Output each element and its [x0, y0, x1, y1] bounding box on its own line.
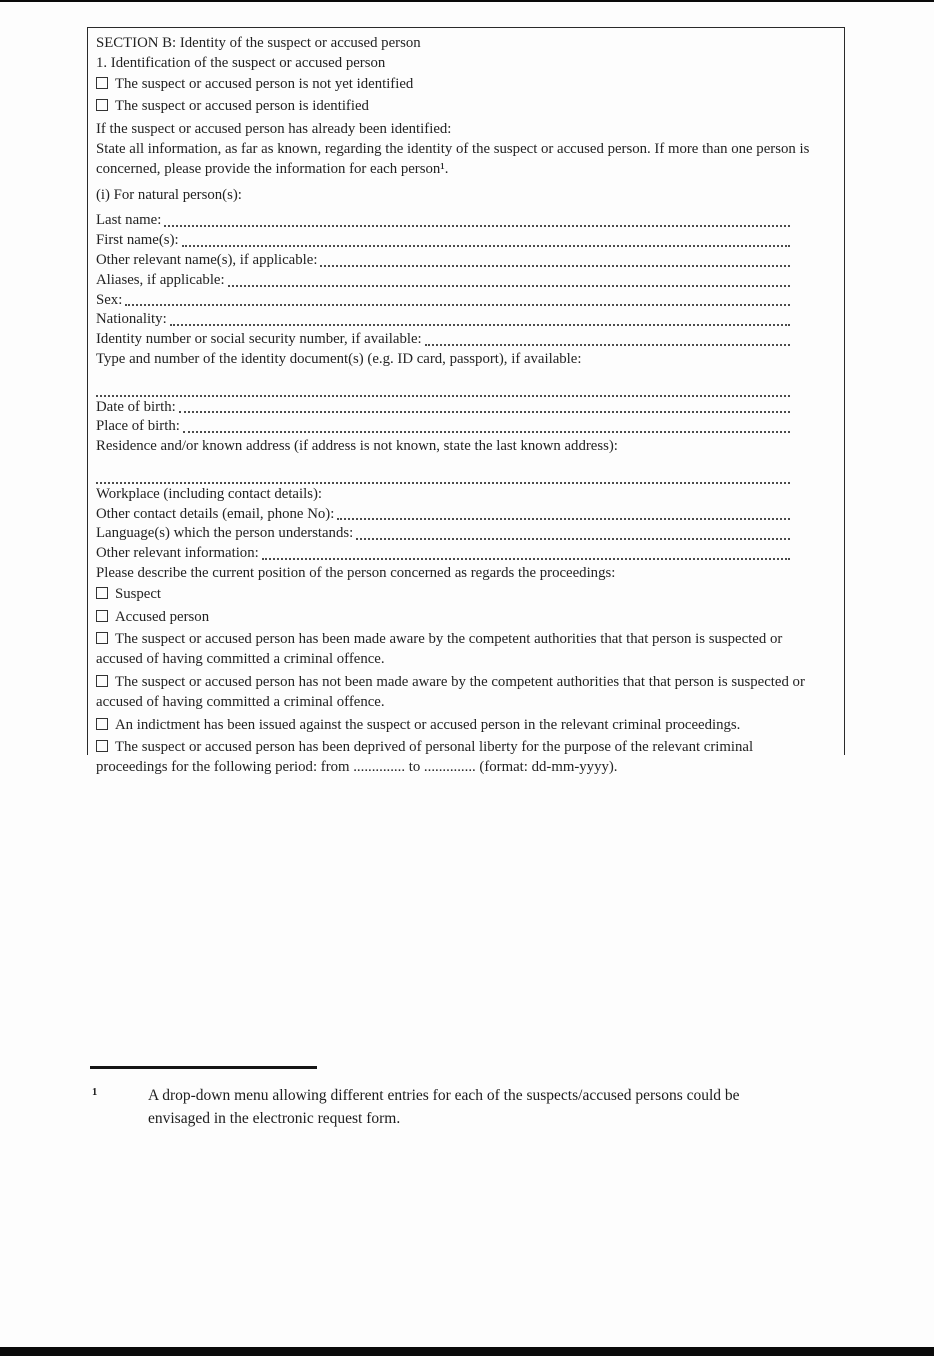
dotted-input-line[interactable] — [320, 251, 790, 267]
dotted-input-line[interactable] — [425, 330, 790, 346]
footnote-marker: 1 — [92, 1087, 98, 1098]
dotted-input-line[interactable] — [262, 544, 790, 560]
field-label: Other contact details (email, phone No): — [96, 505, 335, 522]
field-label: Other relevant information: — [96, 545, 259, 562]
paragraph-line: (i) For natural person(s): — [96, 186, 242, 203]
field-label: Language(s) which the person understands: — [96, 525, 354, 542]
checkbox-row — [96, 608, 818, 628]
page-bottom-edge — [0, 1347, 934, 1356]
paragraph-line: Please describe the current position of the person concerned as regards the proceedings: — [96, 564, 616, 581]
field-label: Identity number or social security number, if available: — [96, 331, 422, 348]
dotted-input-line[interactable] — [179, 398, 790, 414]
checkbox-row — [96, 75, 818, 95]
checkbox-row — [96, 673, 818, 713]
checkbox-row — [96, 630, 818, 670]
dotted-input-line[interactable] — [164, 211, 790, 227]
checkbox-icon[interactable] — [96, 740, 108, 752]
dotted-input-line[interactable] — [96, 375, 790, 397]
field-label: Last name: — [96, 212, 162, 229]
dotted-input-line[interactable] — [356, 524, 790, 540]
checkbox-row — [96, 97, 818, 117]
checkbox-label: The suspect or accused person has been made aware by the competent authorities that that person is suspected or accused of having committed a criminal offence. — [96, 631, 783, 668]
field-row — [96, 417, 818, 437]
checkbox-label: The suspect or accused person is not yet identified — [115, 75, 414, 92]
checkbox-label: The suspect or accused person has not been made aware by the competent authorities that that person is suspected or accused of having committed a criminal offence. — [96, 673, 805, 710]
checkbox-label: An indictment has been issued against the suspect or accused person in the relevant criminal proceedings. — [115, 716, 741, 733]
field-row — [96, 505, 818, 525]
section-box — [87, 27, 845, 776]
checkbox-label: Suspect — [115, 585, 162, 602]
paragraph-line: State all information, as far as known, regarding the identity of the suspect or accused person. If more than one person is concerned, please provide the information for each person¹. — [96, 140, 810, 177]
field-label: First name(s): — [96, 232, 179, 249]
field-label: Date of birth: — [96, 398, 176, 415]
field-row — [96, 330, 818, 350]
dotted-input-line[interactable] — [182, 231, 790, 247]
dotted-input-line[interactable] — [337, 505, 790, 521]
paragraph-line: Workplace (including contact details): — [96, 485, 323, 502]
field-label: Sex: — [96, 291, 123, 308]
checkbox-icon[interactable] — [96, 675, 108, 687]
paragraph-line: SECTION B: Identity of the suspect or accused person — [96, 35, 421, 51]
field-row — [96, 291, 818, 311]
field-row — [96, 524, 818, 544]
footnote-separator-rule — [90, 1066, 317, 1069]
checkbox-icon[interactable] — [96, 99, 108, 111]
field-row — [96, 231, 818, 251]
field-row — [96, 310, 818, 330]
checkbox-icon[interactable] — [96, 77, 108, 89]
dotted-input-line[interactable] — [183, 417, 790, 433]
checkbox-label: The suspect or accused person is identified — [115, 98, 369, 115]
field-row — [96, 398, 818, 418]
field-row — [96, 211, 818, 231]
checkbox-icon[interactable] — [96, 610, 108, 622]
checkbox-row — [96, 716, 818, 736]
paragraph-line: 1. Identification of the suspect or accused person — [96, 54, 386, 71]
paragraph-line: Type and number of the identity document(s) (e.g. ID card, passport), if available: — [96, 350, 582, 367]
paragraph-line: Residence and/or known address (if address is not known, state the last known address): — [96, 438, 618, 455]
dotted-input-line[interactable] — [228, 271, 790, 287]
footnote — [92, 1084, 786, 1130]
checkbox-row — [96, 585, 818, 605]
field-label: Nationality: — [96, 311, 167, 328]
field-row — [96, 271, 818, 291]
field-row — [96, 251, 818, 271]
field-label: Place of birth: — [96, 418, 180, 435]
footnote-text: A drop-down menu allowing different entries for each of the suspects/accused persons could be envisaged in the electronic request form. — [148, 1087, 740, 1127]
checkbox-row — [96, 738, 818, 778]
checkbox-icon[interactable] — [96, 632, 108, 644]
page-top-edge — [0, 0, 934, 2]
checkbox-label: Accused person — [115, 608, 210, 625]
dotted-input-line[interactable] — [96, 462, 790, 484]
dotted-input-line[interactable] — [125, 291, 790, 307]
dotted-input-line[interactable] — [170, 310, 790, 326]
checkbox-icon[interactable] — [96, 718, 108, 730]
paragraph-line: If the suspect or accused person has already been identified: — [96, 121, 452, 138]
checkbox-label: The suspect or accused person has been deprived of personal liberty for the purpose of the relevant criminal proceedings for the following period: from .............. to .............. (format: dd-mm-yyyy). — [96, 739, 754, 776]
field-label: Other relevant name(s), if applicable: — [96, 251, 318, 268]
checkbox-icon[interactable] — [96, 587, 108, 599]
field-label: Aliases, if applicable: — [96, 271, 225, 288]
field-row — [96, 544, 818, 564]
